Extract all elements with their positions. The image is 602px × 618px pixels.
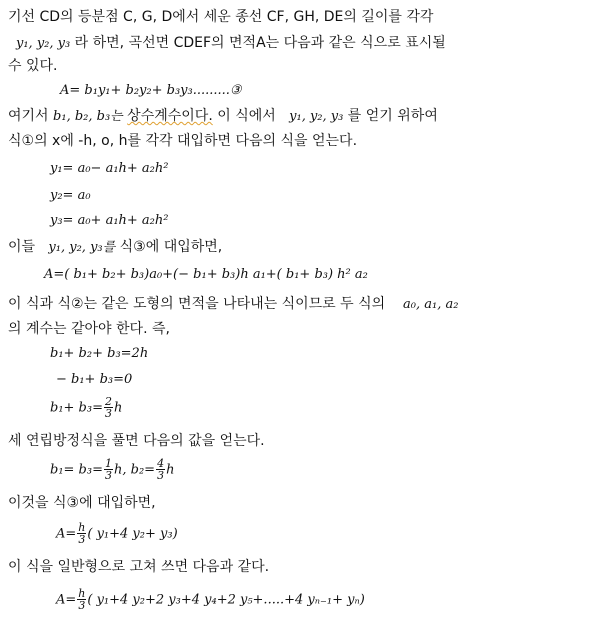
system-equation-1: b₁+ b₂+ b₃=2h [50,346,149,361]
paragraph-line [8,238,222,257]
equation-lhs: b₁+ b₃= [50,400,103,416]
solution-equation: b₁= b₃= $\frac{1}{3}$ h, b₂= $\frac{4}{3}$ h [50,457,175,482]
system-equation-3: b₁+ b₃= $\frac{2}{3}$ h [50,395,123,420]
paragraph-line: 기선 CD의 등분점 C, G, D에서 세운 종선 CF, GH, DE의 길이를 각각 [8,9,434,25]
text-run: 를 얻기 위하여 [347,108,438,124]
paragraph-line: 수 있다. [8,58,58,74]
paragraph-line: 세 연립방정식을 풀면 다음의 값을 얻는다. [8,433,265,449]
equation-y2: y₂= a₀ [50,188,91,203]
math-variables: y₁, y₂, y₃ [16,36,71,51]
text-run: 식③에 대입하면, [119,239,223,255]
fraction: $\frac{4}{3}$ [157,457,165,482]
paragraph-line [8,295,458,314]
math-variables: b₁, b₂, b₃는 [53,109,123,124]
math-variables: y₁, y₂, y₃ [289,109,344,124]
equation-lhs: b₁= b₃= [50,462,103,478]
text-run: 이 식에서 [217,108,276,124]
fraction: $\frac{h}{3}$ [78,521,86,546]
text-run: 이 식과 식②는 같은 도형의 면적을 나타내는 식이므로 두 식의 [8,296,386,312]
system-equation-2: − b₁+ b₃=0 [56,372,133,387]
paragraph-line [8,107,438,126]
math-variables: a₀, a₁, a₂ [403,297,459,312]
text-run: 상수계수이다. [127,108,213,124]
fraction: $\frac{h}{3}$ [78,587,86,612]
paragraph-line: 이 식을 일반형으로 고쳐 쓰면 다음과 같다. [8,559,270,575]
general-equation: A= $\frac{h}{3}$ ( y₁+4 y₂+2 y₃+4 y₄+2 y₅+.....+4 yₙ₋₁+ yₙ) [56,587,365,612]
paragraph-line: 의 계수는 같아야 한다. 즉, [8,321,170,337]
paragraph-line [16,34,446,53]
math-variables: y₁, y₂, y₃를 [48,240,116,255]
result-equation: A= $\frac{h}{3}$ ( y₁+4 y₂+ y₃) [56,521,178,546]
equation-area-expanded: A=( b₁+ b₂+ b₃)a₀+(− b₁+ b₃)h a₁+( b₁+ b₃) h² a₂ [44,267,368,282]
text-run: 라 하면, 곡선면 CDEF의 면적A는 다음과 같은 식으로 표시될 [74,35,446,51]
fraction: $\frac{2}{3}$ [104,395,112,420]
paragraph-line: 이것을 식③에 대입하면, [8,495,156,511]
text-run: 여기서 [8,108,49,124]
paragraph-line: 식①의 x에 -h, o, h를 각각 대입하면 다음의 식을 얻는다. [8,133,358,149]
equation-y3: y₃= a₀+ a₁h+ a₂h² [50,213,169,228]
equation-y1: y₁= a₀− a₁h+ a₂h² [50,161,169,176]
equation-3: A= b₁y₁+ b₂y₂+ b₃y₃.........③ [60,83,242,98]
fraction: $\frac{1}{3}$ [104,457,112,482]
text-run: 이들 [8,239,36,255]
